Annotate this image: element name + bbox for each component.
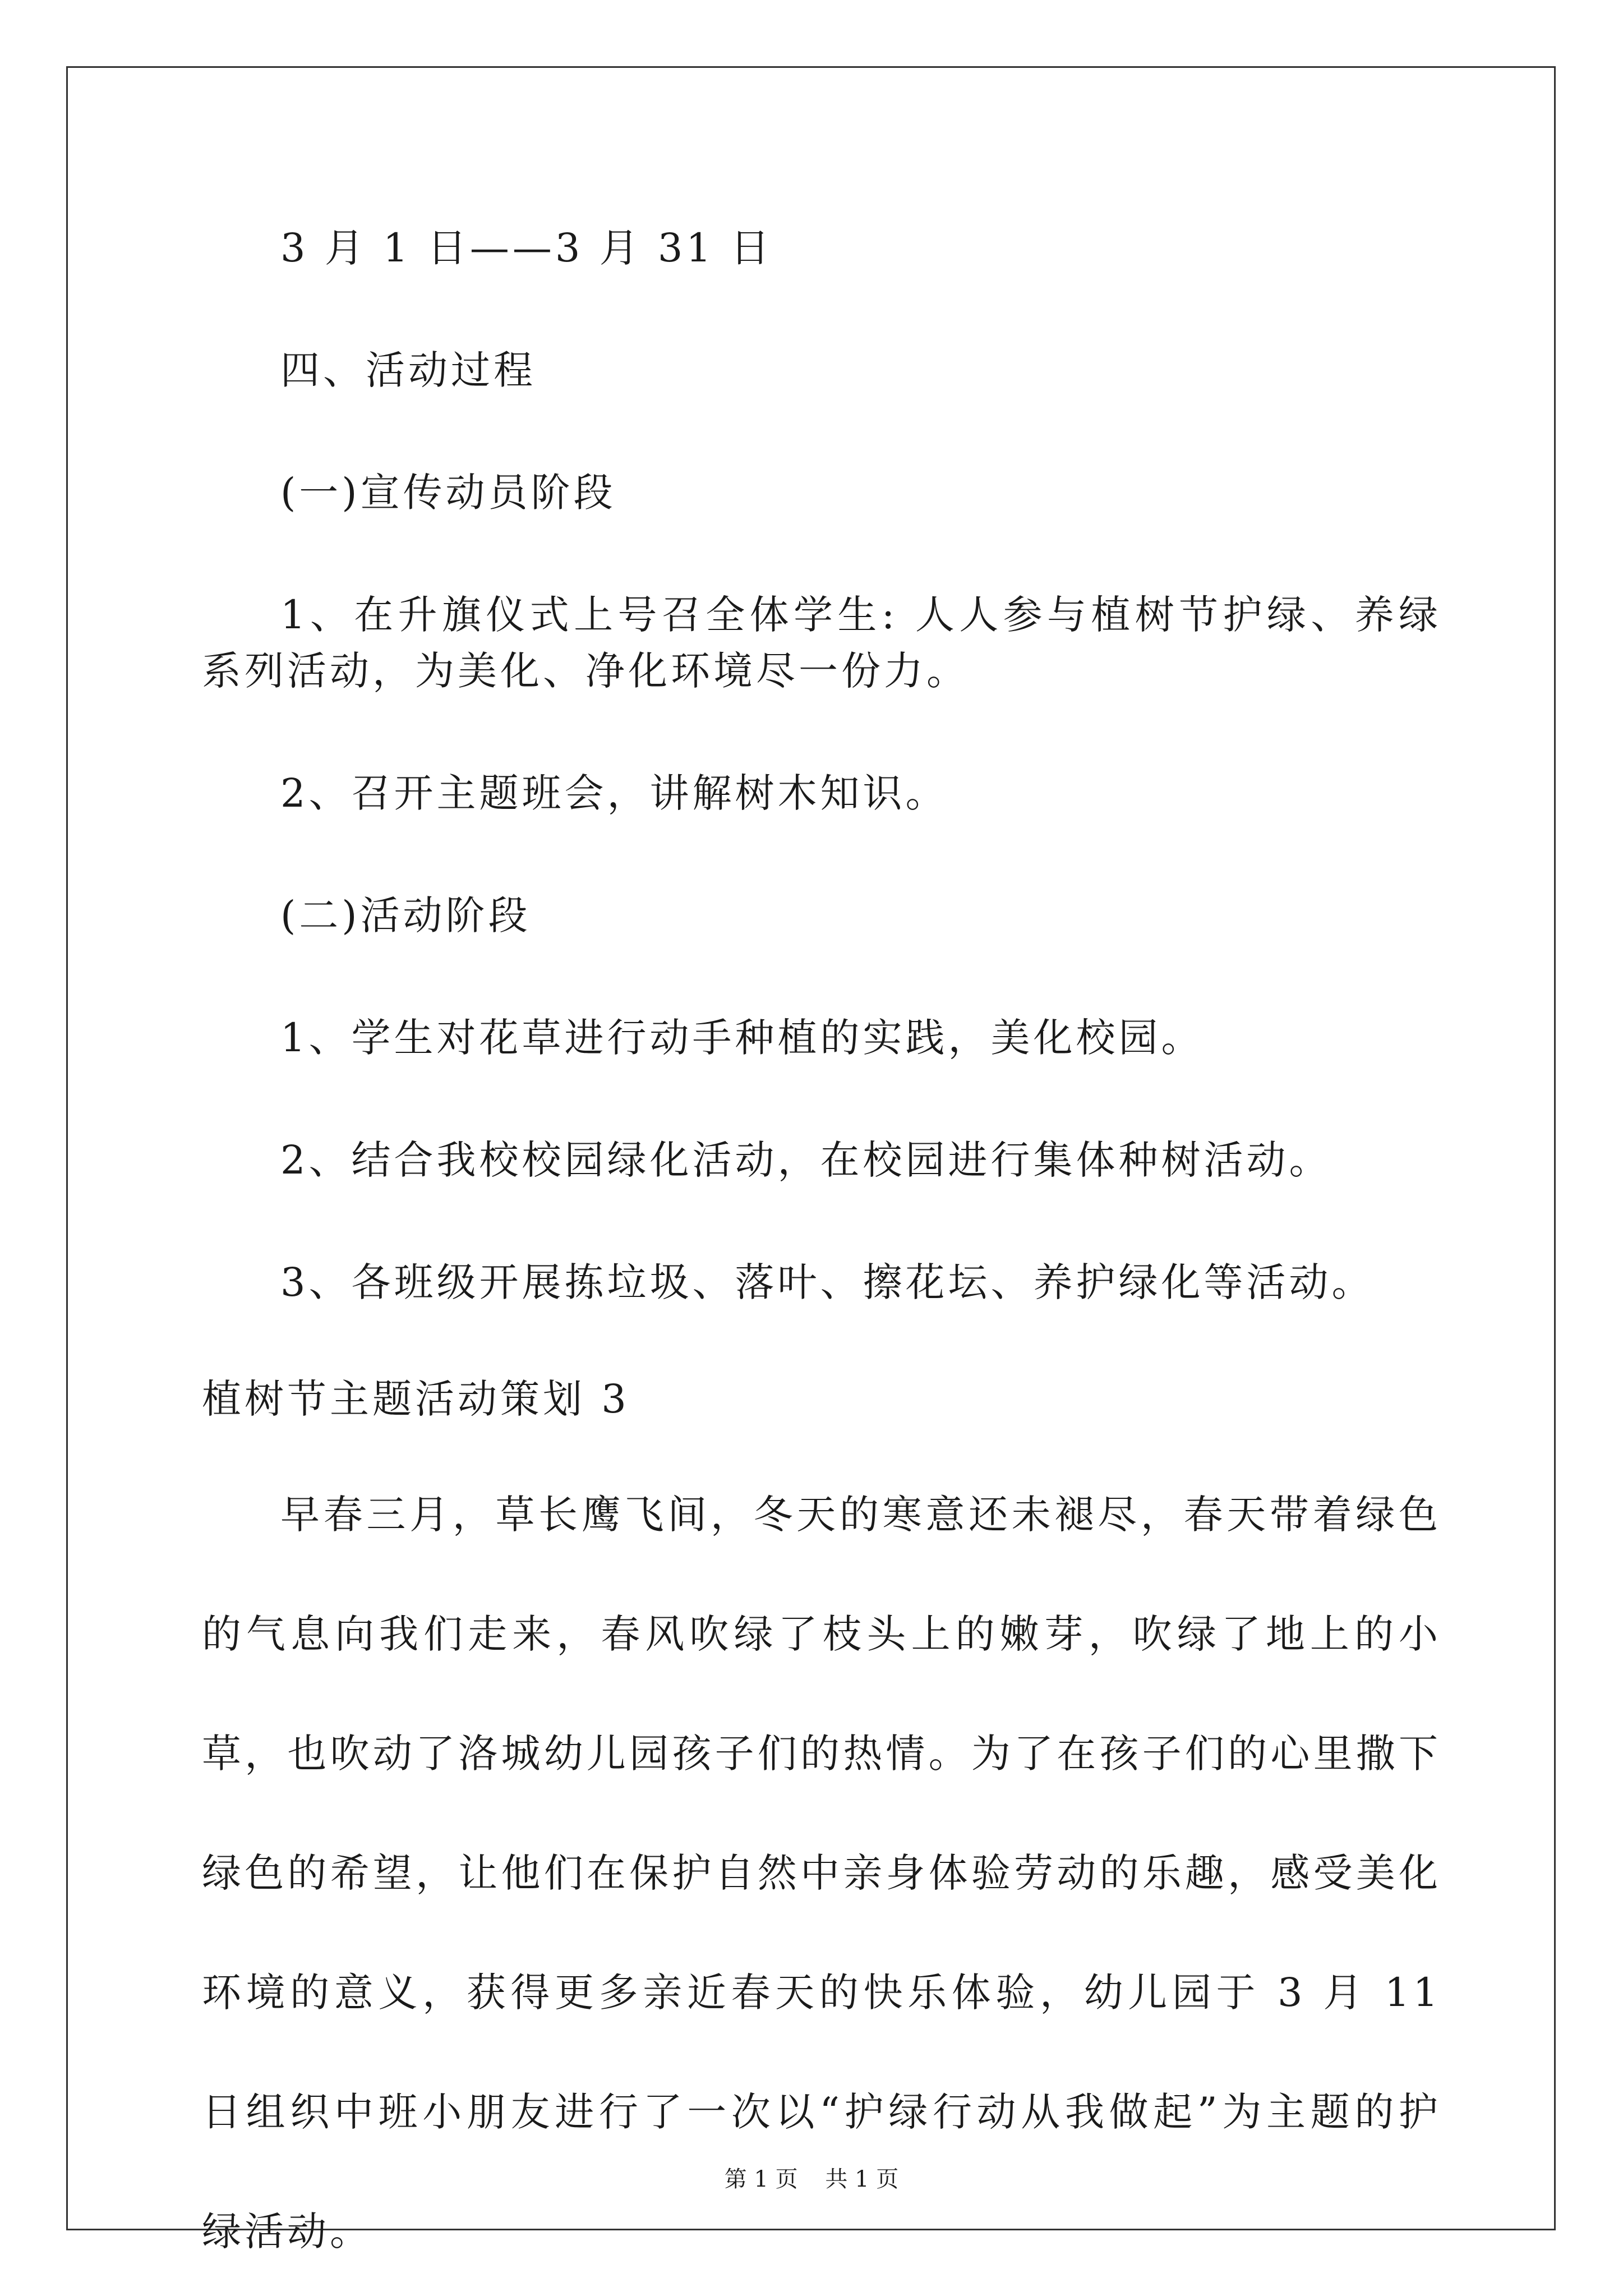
list-item: 1、在升旗仪式上号召全体学生: 人人参与植树节护绿、养绿系列活动，为美化、净化环境尽一份力。 [202,592,1441,694]
list-item: 2、召开主题班会，讲解树木知识。 [280,770,948,816]
section-title: 植树节主题活动策划 3 [202,1376,630,1422]
section-heading: 四、活动过程 [280,347,536,393]
page-footer [0,2162,1623,2196]
page-number: 第 1 页 [724,2166,798,2192]
date-range: 3 月 1 日——3 月 31 日 [280,225,773,271]
subsection-heading: (一)宣传动员阶段 [280,470,616,516]
list-item: 3、各班级开展拣垃圾、落叶、擦花坛、养护绿化等活动。 [280,1259,1375,1305]
list-item: 1、学生对花草进行动手种植的实践，美化校园。 [280,1015,1204,1061]
body-paragraph: 早春三月，草长鹰飞间，冬天的寒意还未褪尽，春天带着绿色的气息向我们走来，春风吹绿了枝头上的嫩芽，吹绿了地上的小草，也吹动了洛城幼儿园孩子们的热情。为了在孩子们的心里撒下绿色的希望，让他们在保护自然中亲身体验劳动的乐趣，感受美化环境的意义，获得更多亲近春天的快乐体验，幼儿园于 3 月 11 日组织中班小朋友进行了一次以“护绿行动从我做起”为主题的护绿活动。 [202,1492,1441,2254]
list-item: 2、结合我校校园绿化活动，在校园进行集体种树活动。 [280,1137,1332,1183]
subsection-heading: (二)活动阶段 [280,892,531,938]
page-total: 共 1 页 [825,2166,899,2192]
document-body [202,220,1441,2292]
